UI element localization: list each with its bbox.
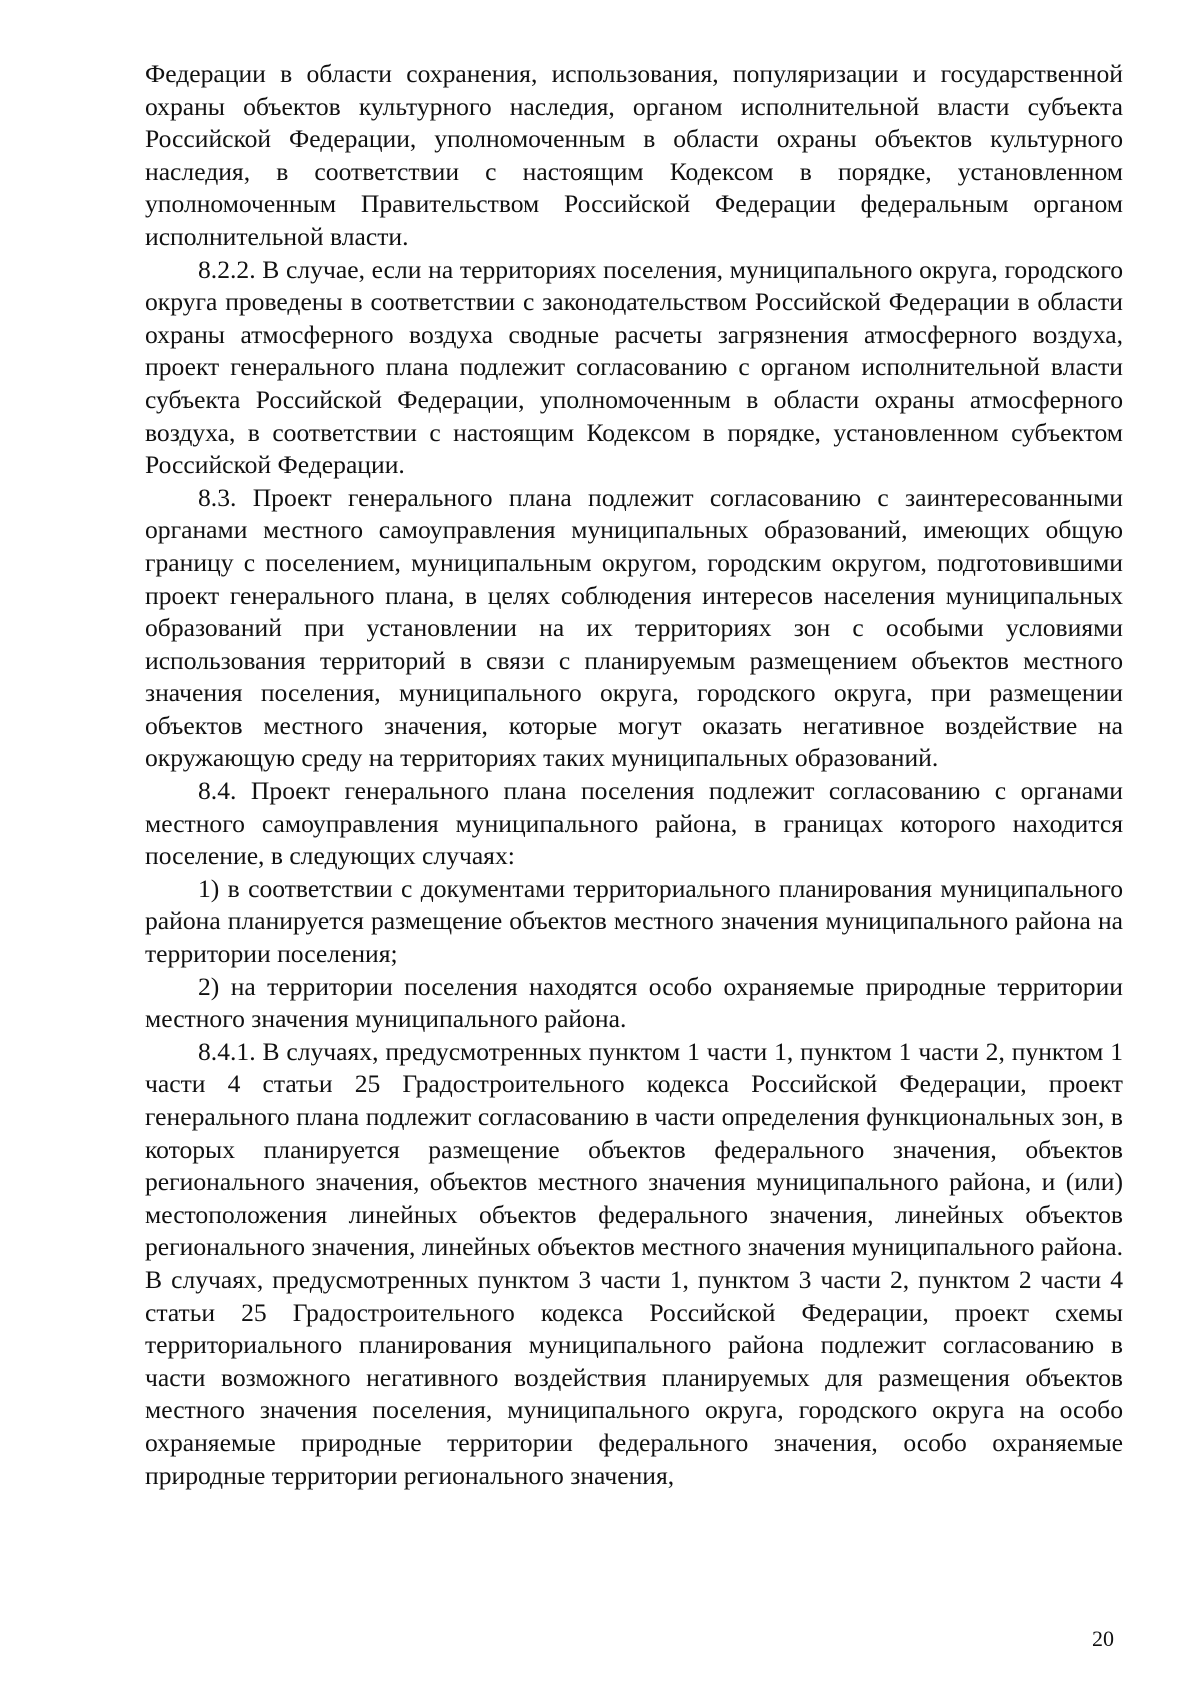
page-number: 20 <box>1092 1626 1114 1651</box>
paragraph-8-3: 8.3. Проект генерального плана подлежит согласованию с заинтересованными органами местного самоуправления муниципальных образований, имеющих общую границу с поселением, муниципальным округом, городским округом, подготовившими проект генерального плана, в целях соблюдения интересов населения муниципальных образований при установлении на их территориях зон с особыми условиями использования территорий в связи с планируемым размещением объектов местного значения поселения, муниципального округа, городского округа, при размещении объектов местного значения, которые могут оказать негативное воздействие на окружающую среду на территориях таких муниципальных образований. <box>145 482 1123 773</box>
paragraph-8-4-1: 8.4.1. В случаях, предусмотренных пунктом 1 части 1, пунктом 1 части 2, пунктом 1 части 4 статьи 25 Градостроительного кодекса Российской Федерации, проект генерального плана подлежит согласованию в части определения функциональных зон, в которых планируется размещение объектов федерального значения, объектов регионального значения, объектов местного значения муниципального района, и (или) местоположения линейных объектов федерального значения, линейных объектов регионального значения, линейных объектов местного значения муниципального района. В случаях, предусмотренных пунктом 3 части 1, пунктом 3 части 2, пунктом 2 части 4 статьи 25 Градостроительного кодекса Российской Федерации, проект схемы территориального планирования муниципального района подлежит согласованию в части возможного негативного воздействия планируемых для размещения объектов местного значения поселения, муниципального округа, городского округа на особо охраняемые природные территории федерального значения, особо охраняемые природные территории регионального значения, <box>145 1036 1123 1490</box>
list-item-8-4-2: 2) на территории поселения находятся особо охраняемые природные территории местного значения муниципального района. <box>145 971 1123 1034</box>
document-body <box>145 58 1123 1492</box>
paragraph-8-4: 8.4. Проект генерального плана поселения подлежит согласованию с органами местного самоуправления муниципального района, в границах которого находится поселение, в следующих случаях: <box>145 776 1123 871</box>
paragraph-8-2-2: 8.2.2. В случае, если на территориях поселения, муниципального округа, городского округа проведены в соответствии с законодательством Российской Федерации в области охраны атмосферного воздуха сводные расчеты загрязнения атмосферного воздуха, проект генерального плана подлежит согласованию с органом исполнительной власти субъекта Российской Федерации, уполномоченным в области охраны атмосферного воздуха, в соответствии с настоящим Кодексом в порядке, установленном субъектом Российской Федерации. <box>145 254 1123 480</box>
paragraph-8-2-1-continuation: Федерации в области сохранения, использования, популяризации и государственной охраны объектов культурного наследия, органом исполнительной власти субъекта Российской Федерации, уполномоченным в области охраны объектов культурного наследия, в соответствии с настоящим Кодексом в порядке, установленном уполномоченным Правительством Российской Федерации федеральным органом исполнительной власти. <box>145 59 1123 251</box>
list-item-8-4-1: 1) в соответствии с документами территориального планирования муниципального района планируется размещение объектов местного значения муниципального района на территории поселения; <box>145 873 1123 969</box>
